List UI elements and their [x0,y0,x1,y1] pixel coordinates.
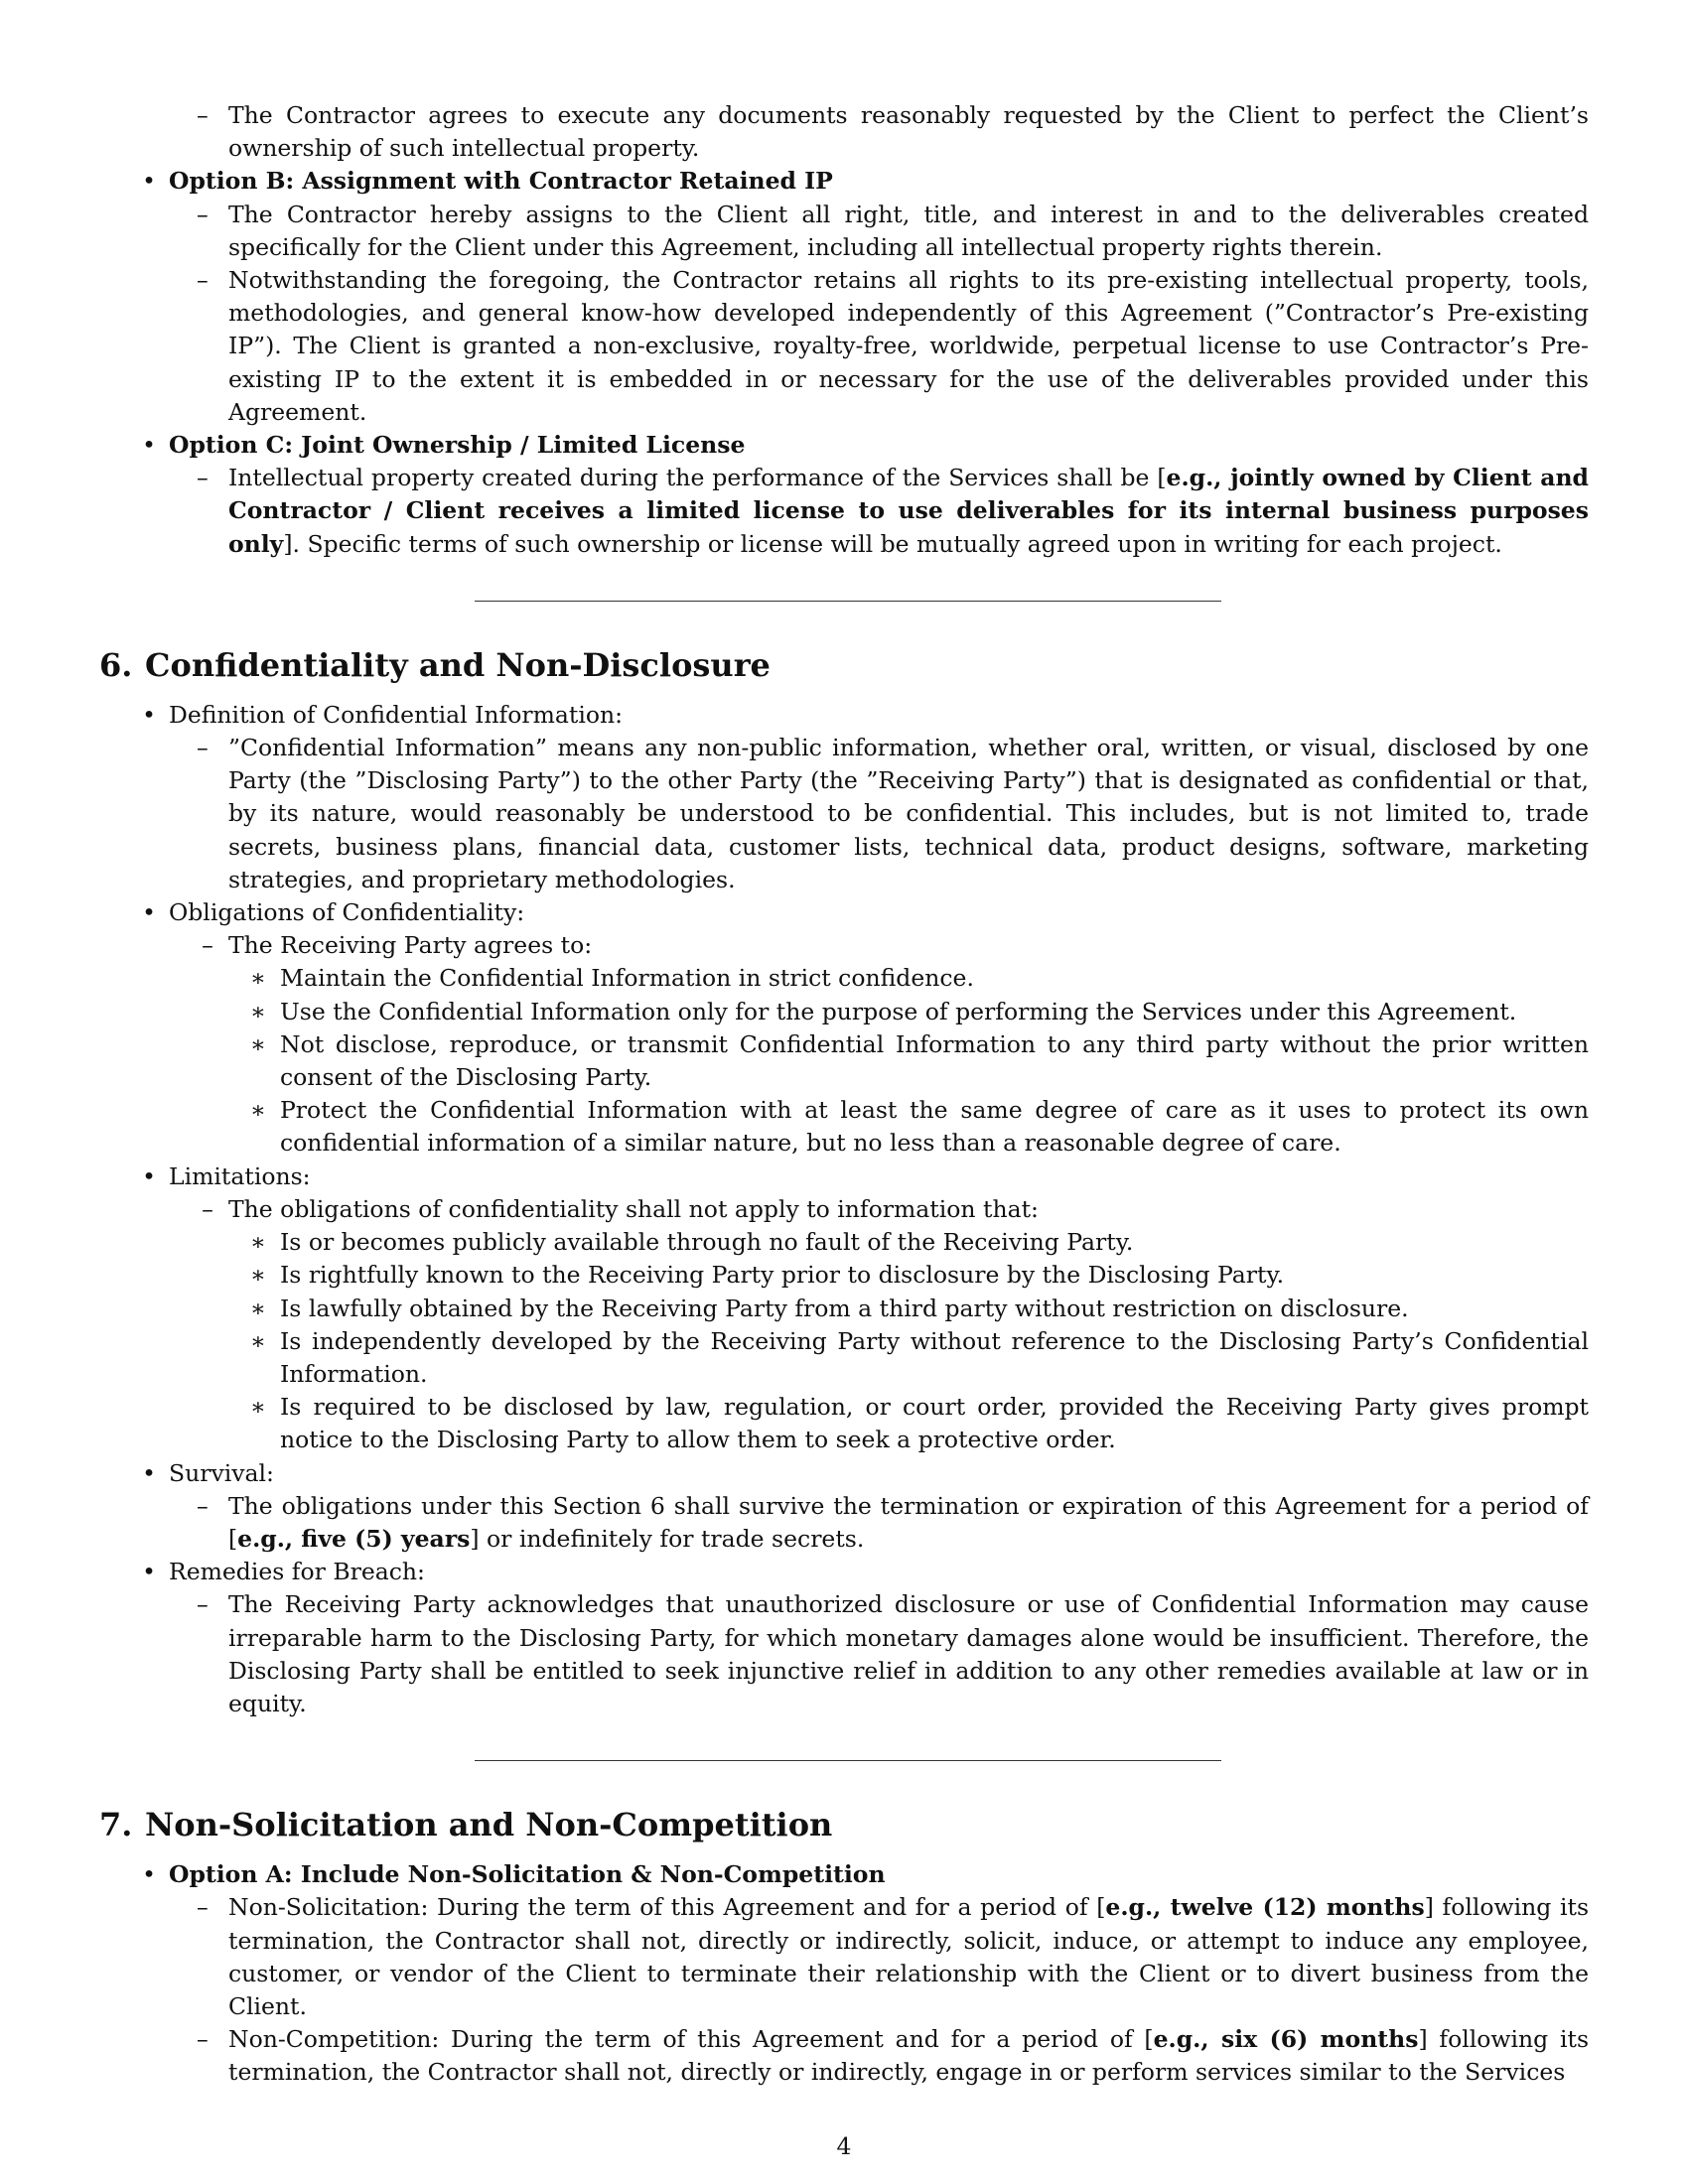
list-item [99,996,1589,1028]
item-label: Obligations of Confidentiality: [169,898,525,927]
clause-text-post: ]. Specific terms of such ownership or license will be mutually agreed upon in writing for each project. [283,529,1502,558]
clause-text: Is required to be disclosed by law, regulation, or court order, provided the Receiving Party gives prompt notice to the Disclosing Party to allow them to seek a protective order. [280,1393,1589,1454]
list-item [99,199,1589,264]
list-item [99,1588,1589,1720]
list-item [99,1226,1589,1259]
placeholder-text: e.g., five (5) years [237,1524,471,1553]
clause-text-post: ] following its termination, the Contractor shall not, directly or indirectly, engage in or perform services similar to the Services [228,2025,1589,2087]
star-marker: ∗ [250,964,266,993]
option-b-item [99,165,1589,198]
placeholder-text: e.g., twelve (12) months [1105,1893,1425,1922]
list-item [99,1457,1589,1490]
list-item [99,896,1589,929]
list-item [99,264,1589,429]
list-item [99,1028,1589,1094]
dash-marker: – [197,1491,209,1520]
clause-text: Maintain the Confidential Information in strict confidence. [280,964,974,993]
clause-text: Notwithstanding the foregoing, the Contractor retains all rights to its pre-existing intellectual property, tools, methodologies, and general know-how developed independently of this Agreement (”Contractor’s Pre-existing IP”). The Client is granted a non-exclusive, royalty-free, worldwide, perpetual license to use Contractor’s Pre-existing IP to the extent it is embedded in or necessary for the use of the deliverables provided under this Agreement. [228,266,1589,426]
list-item [99,1325,1589,1391]
clause-text-pre: Intellectual property created during the performance of the Services shall be [ [228,464,1167,492]
list-item [99,1891,1589,2023]
list-item [99,929,1589,962]
item-label: Remedies for Breach: [169,1558,425,1586]
star-marker: ∗ [250,1029,266,1058]
clause-text: ”Confidential Information” means any non-public information, whether oral, written, or visual, disclosed by one Party (the ”Disclosing Party”) to the other Party (the ”Receiving Party”) that is designated as confidential or that, by its nature, would reasonably be understood to be confidential. This includes, but is not limited to, trade secrets, business plans, financial data, customer lists, technical data, product designs, software, marketing strategies, and proprietary methodologies. [228,734,1589,893]
bullet-marker: • [142,431,156,460]
dash-marker: – [197,464,209,492]
clause-text: Not disclose, reproduce, or transmit Confidential Information to any third party without the prior written consent of the Disclosing Party. [280,1029,1589,1092]
option-c-title: Option C: Joint Ownership / Limited License [169,431,746,460]
dash-marker: – [202,931,213,960]
dash-marker: – [197,200,209,228]
clause-text: Use the Confidential Information only for the purpose of performing the Services under this Agreement. [280,997,1517,1025]
list-item [99,2023,1589,2089]
section-number: 7. [99,1806,133,1844]
clause-text-post: ] following its termination, the Contractor shall not, directly or indirectly, solicit, induce, or attempt to induce any employee, customer, or vendor of the Client to terminate their relationship with the Client or to divert business from the Client. [228,1893,1589,2020]
section-heading [99,1805,1589,1844]
star-marker: ∗ [250,1393,266,1422]
section-divider [475,1760,1221,1761]
dash-marker: – [197,101,209,129]
item-label: Survival: [169,1458,274,1487]
list-item [99,1259,1589,1292]
star-marker: ∗ [250,1261,266,1290]
item-label: Definition of Confidential Information: [169,700,624,729]
clause-text-pre: Non-Competition: During the term of this Agreement and for a period of [ [228,2025,1154,2054]
bullet-marker: • [142,1558,156,1586]
list-item [99,99,1589,165]
dash-marker: – [202,1194,213,1223]
list-item [99,462,1589,561]
option-b-title: Option B: Assignment with Contractor Retained IP [169,167,833,196]
bullet-marker: • [142,1458,156,1487]
list-item [99,1391,1589,1456]
clause-text-pre: Non-Solicitation: During the term of this Agreement and for a period of [ [228,1893,1106,1922]
section-divider [475,601,1221,602]
dash-marker: – [197,1590,209,1619]
dash-marker: – [197,266,209,295]
dash-marker: – [197,2025,209,2054]
clause-text: Is lawfully obtained by the Receiving Party from a third party without restriction on disclosure. [280,1294,1409,1322]
section-heading [99,645,1589,685]
dash-marker: – [197,734,209,762]
section-title: Confidentiality and Non-Disclosure [145,645,771,684]
bullet-marker: • [142,700,156,729]
item-label: Limitations: [169,1161,311,1190]
list-item [99,1490,1589,1556]
list-item [99,962,1589,995]
placeholder-text: e.g., six (6) months [1153,2025,1419,2054]
star-marker: ∗ [250,1294,266,1322]
bullet-marker: • [142,1860,156,1889]
clause-text: The Contractor hereby assigns to the Client all right, title, and interest in and to the deliverables created specifically for the Client under this Agreement, including all intellectual property rights therein. [228,200,1589,261]
option-a-item [99,1858,1589,1891]
clause-text: Is independently developed by the Receiving Party without reference to the Disclosing Party’s Confidential Information. [280,1326,1589,1388]
clause-text: The Contractor agrees to execute any documents reasonably requested by the Client to perfect the Client’s ownership of such intellectual property. [228,101,1589,163]
star-marker: ∗ [250,1326,266,1355]
clause-text-post: ] or indefinitely for trade secrets. [470,1524,865,1553]
clause-text-pre: The obligations under this Section 6 shall survive the termination or expiration of this Agreement for a period of [ [228,1491,1589,1553]
list-item [99,732,1589,896]
star-marker: ∗ [250,997,266,1025]
list-item [99,1556,1589,1588]
clause-text: Is or becomes publicly available through no fault of the Receiving Party. [280,1228,1134,1257]
page-number: 4 [836,2132,852,2160]
clause-text: The obligations of confidentiality shall not apply to information that: [228,1194,1039,1223]
bullet-marker: • [142,898,156,927]
bullet-marker: • [142,167,156,196]
list-item [99,1193,1589,1226]
clause-text: Is rightfully known to the Receiving Party prior to disclosure by the Disclosing Party. [280,1261,1285,1290]
section-title: Non-Solicitation and Non-Competition [145,1806,833,1844]
list-item [99,699,1589,732]
clause-text: Protect the Confidential Information with at least the same degree of care as it uses to protect its own confidential information of a similar nature, but no less than a reasonable degree of care. [280,1096,1589,1158]
option-a-title: Option A: Include Non-Solicitation & Non-Competition [169,1860,886,1889]
document-page [99,99,1589,2090]
list-item [99,1160,1589,1193]
bullet-marker: • [142,1161,156,1190]
star-marker: ∗ [250,1096,266,1125]
dash-marker: – [197,1893,209,1922]
clause-text: The Receiving Party acknowledges that unauthorized disclosure or use of Confidential Information may cause irreparable harm to the Disclosing Party, for which monetary damages alone would be insufficient. Therefore, the Disclosing Party shall be entitled to seek injunctive relief in addition to any other remedies available at law or in equity. [228,1590,1589,1717]
clause-text: The Receiving Party agrees to: [228,931,593,960]
star-marker: ∗ [250,1228,266,1257]
list-item [99,1293,1589,1325]
section-number: 6. [99,645,133,684]
list-item [99,1094,1589,1160]
option-c-item [99,429,1589,462]
placeholder-text: e.g., jointly owned by Client and Contractor / Client receives a limited license to use deliverables for its internal business purposes only [228,464,1589,558]
